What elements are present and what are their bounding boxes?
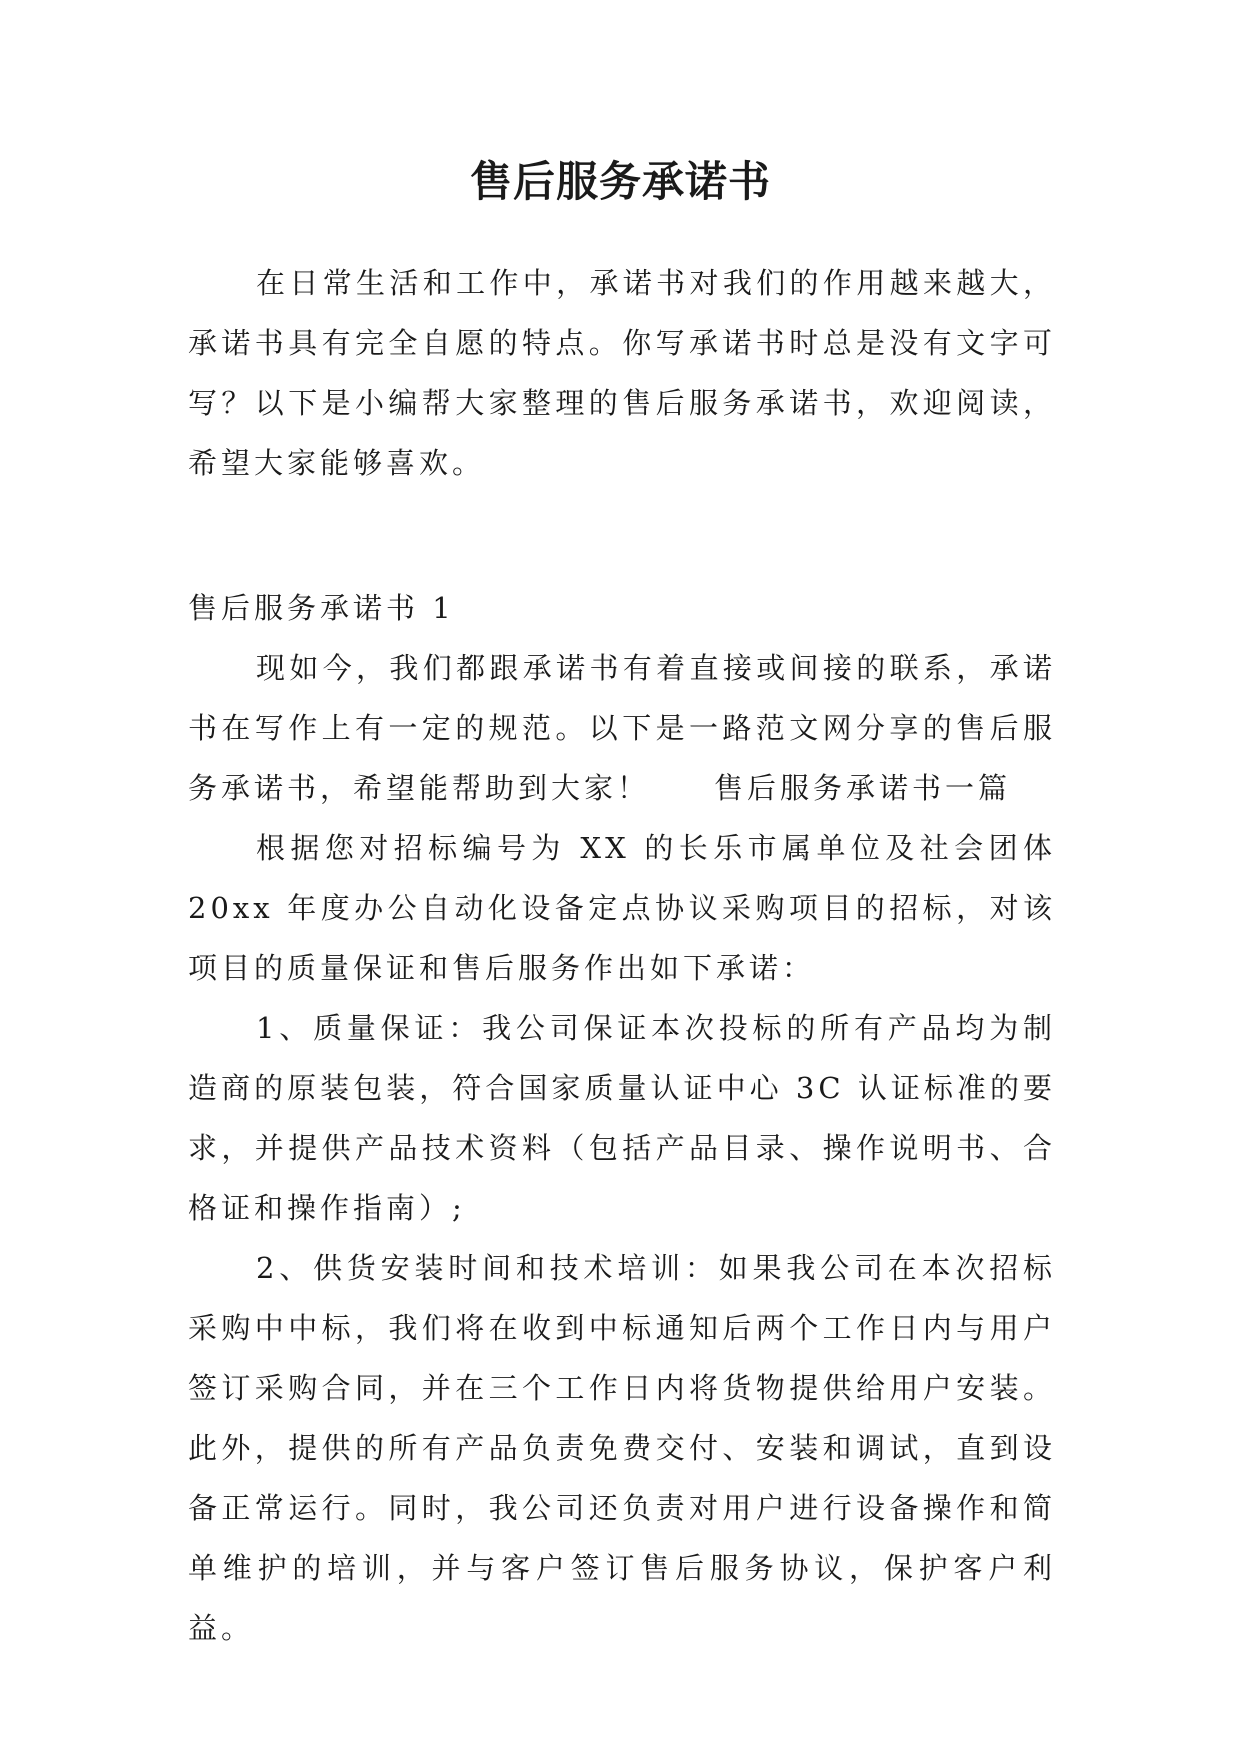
document-title: 售后服务承诺书 — [469, 157, 771, 206]
section-subheading-inline: 售后服务承诺书一篇 — [714, 771, 1012, 805]
section-heading: 售后服务承诺书 1 — [188, 591, 455, 625]
section-paragraph-2: 根据您对招标编号为 XX 的长乐市属单位及社会团体 20xx 年度办公自动化设备定点协议采购项目的招标，对该项目的质量保证和售后服务作出如下承诺： — [188, 831, 1056, 985]
section-paragraph-4: 2、供货安装时间和技术培训：如果我公司在本次招标采购中中标，我们将在收到中标通知后两个工作日内与用户签订采购合同，并在三个工作日内将货物提供给用户安装。此外，提供的所有产品负责免费交付、安装和调试，直到设备正常运行。同时，我公司还负责对用户进行设备操作和简单维护的培训，并与客户签订售后服务协议，保护客户利益。 — [188, 1251, 1056, 1645]
section-paragraph-3: 1、质量保证：我公司保证本次投标的所有产品均为制造商的原装包装，符合国家质量认证中心 3C 认证标准的要求，并提供产品技术资料（包括产品目录、操作说明书、合格证和操作指南）; — [188, 1011, 1056, 1225]
section-paragraph-1 — [188, 638, 1056, 818]
section-paragraph-1-text: 现如今，我们都跟承诺书有着直接或间接的联系，承诺书在写作上有一定的规范。以下是一路范文网分享的售后服务承诺书，希望能帮助到大家！ — [188, 651, 1056, 805]
intro-paragraph: 在日常生活和工作中，承诺书对我们的作用越来越大，承诺书具有完全自愿的特点。你写承诺书时总是没有文字可写？以下是小编帮大家整理的售后服务承诺书，欢迎阅读，希望大家能够喜欢。 — [188, 266, 1056, 480]
